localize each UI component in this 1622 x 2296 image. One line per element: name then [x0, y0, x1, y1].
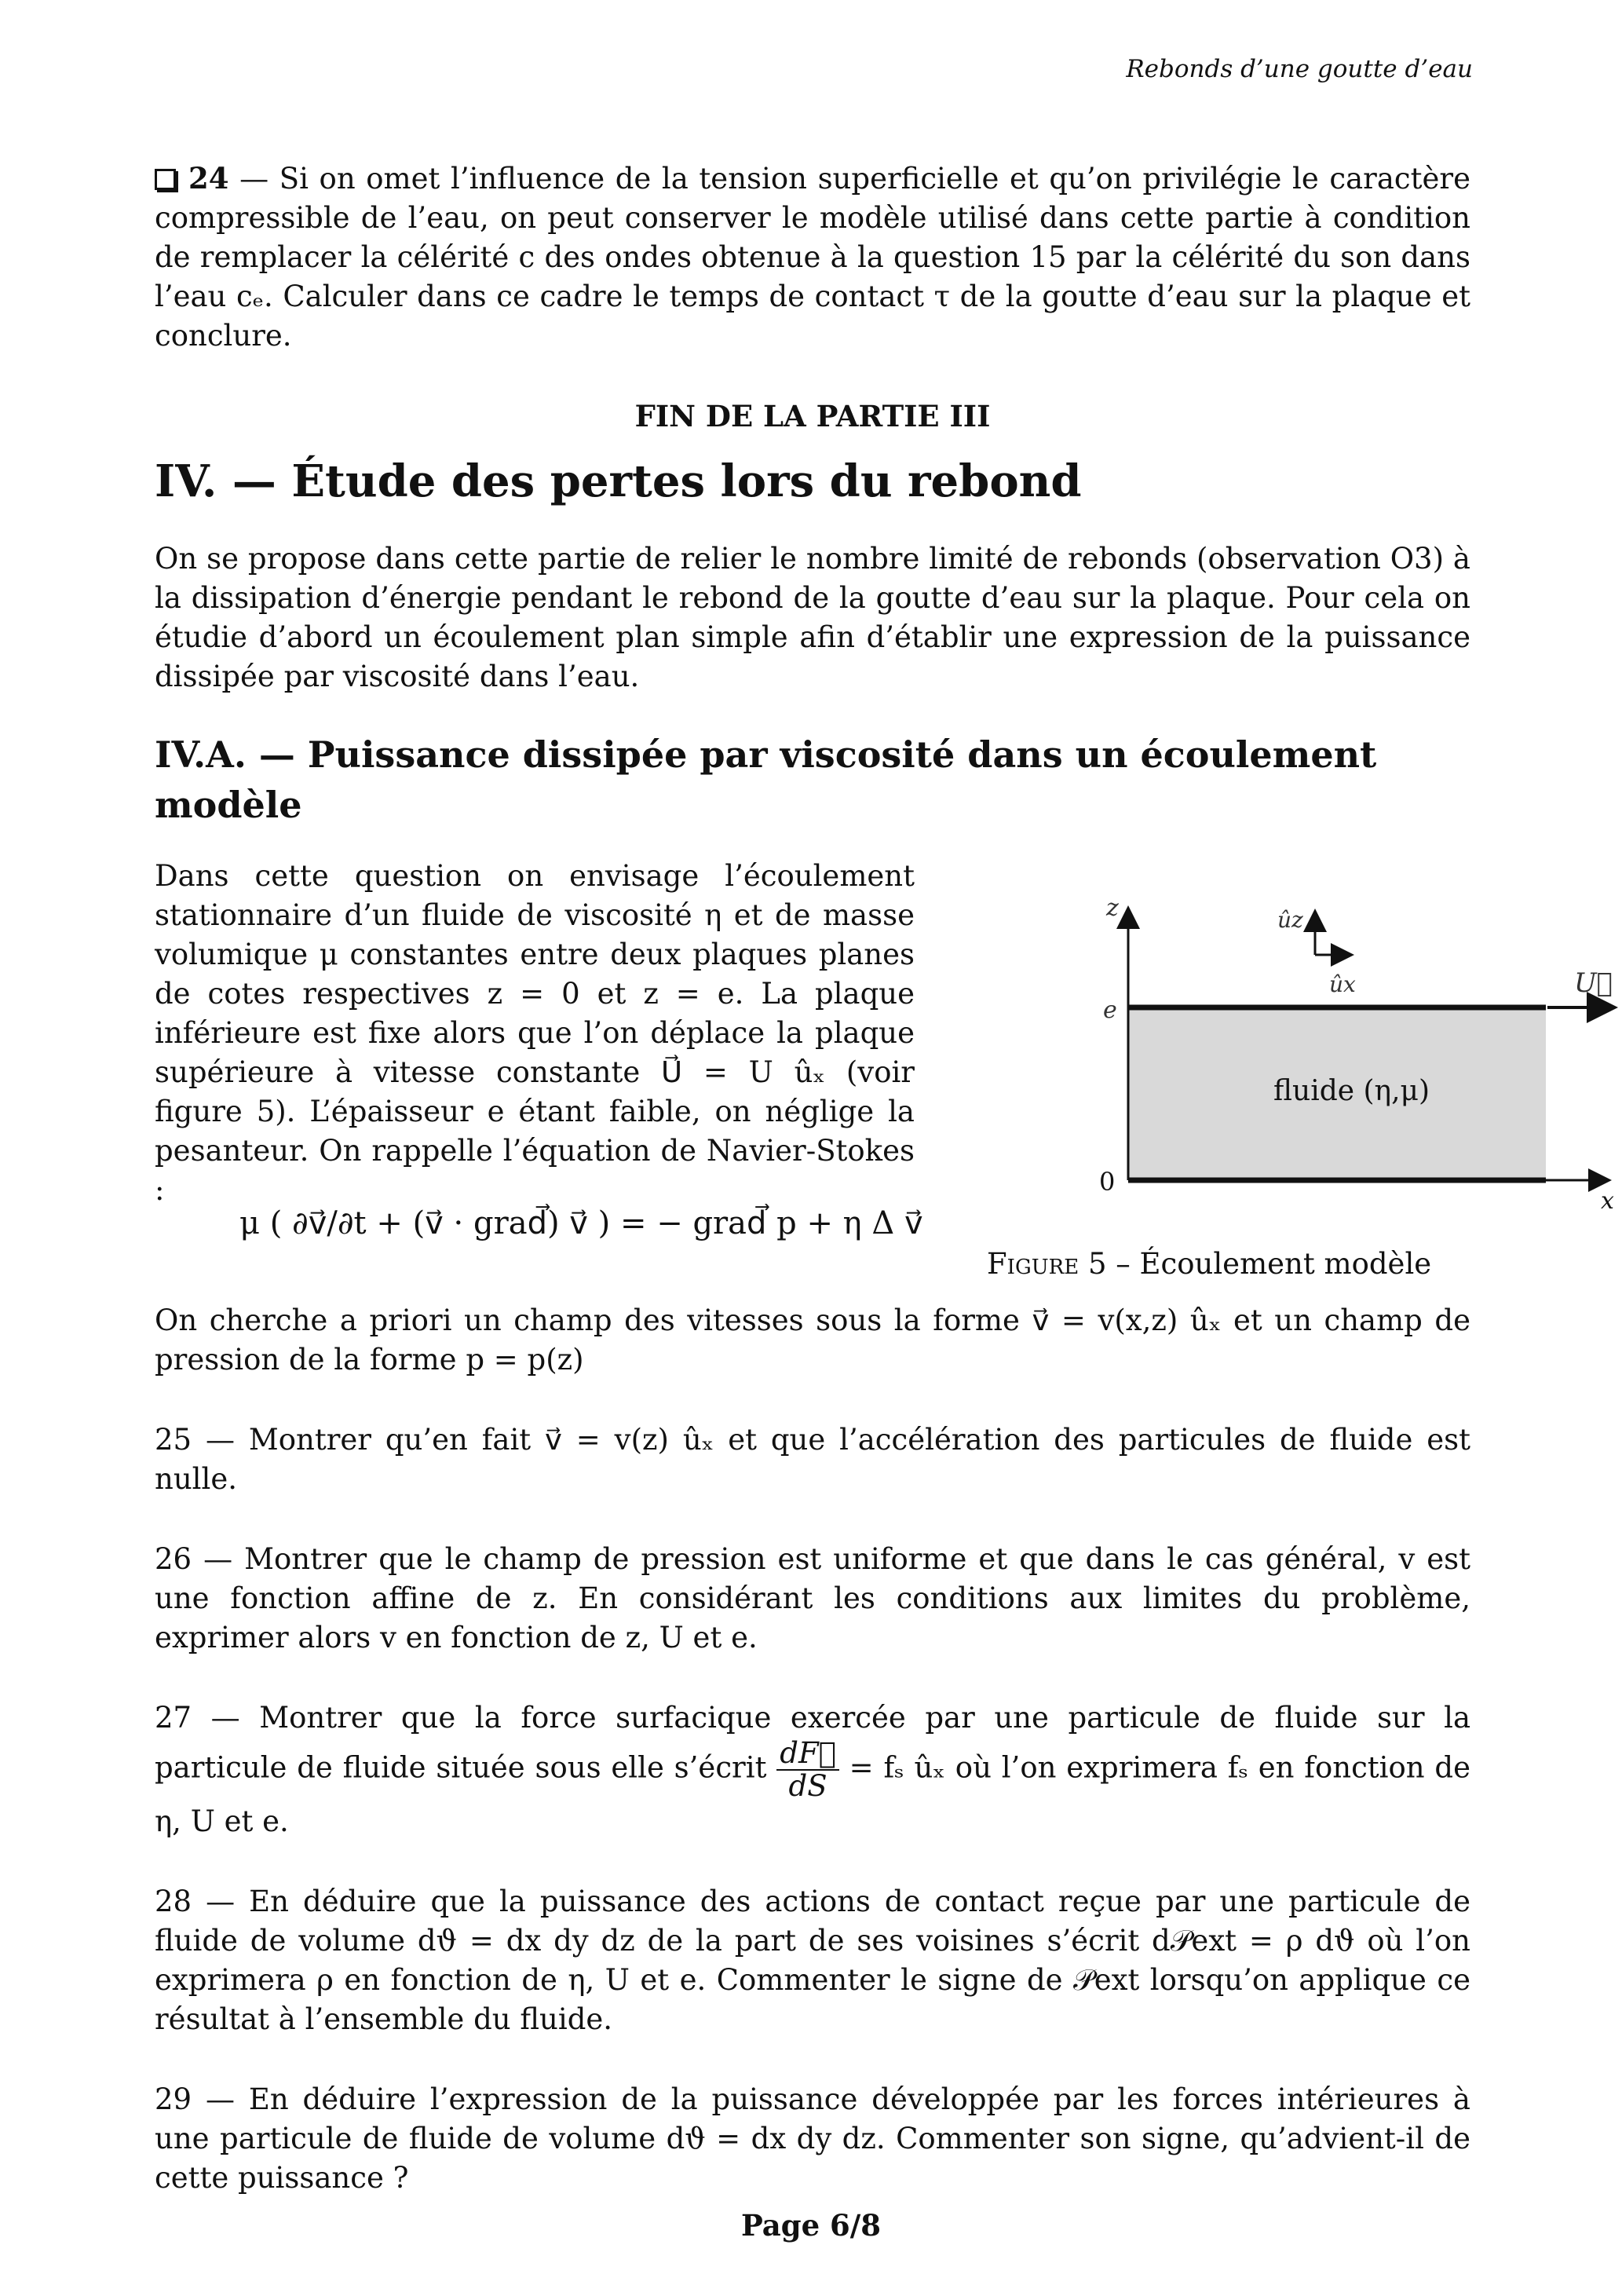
question-text: — En déduire l’expression de la puissance développée par les forces intérieures à une particule de fluide de volume dϑ = dx dy dz. Commenter son signe, qu’advient-il de cette puissance ?	[155, 2082, 1470, 2195]
part-end-label: FIN DE LA PARTIE III	[634, 399, 991, 433]
question-29	[155, 2080, 1470, 2198]
zero-label: 0	[1099, 1167, 1116, 1197]
uz-label: ûz	[1277, 907, 1303, 933]
question-number: 29	[155, 2082, 192, 2116]
page-number: Page 6/8	[740, 2208, 882, 2243]
fluid-label: fluide (η,μ)	[1273, 1075, 1430, 1107]
fraction-denominator: dS	[788, 1769, 827, 1803]
question-number: 28	[155, 1885, 192, 1918]
e-label: e	[1103, 996, 1117, 1024]
caption-prefix: Figure 5	[987, 1247, 1107, 1281]
fraction-numerator: dF⃗	[776, 1738, 839, 1771]
question-26	[155, 1540, 1470, 1658]
z-axis-label: z	[1106, 894, 1119, 922]
subsection-body: Dans cette question on envisage l’écoulement stationnaire d’un fluide de viscosité η et de masse volumique μ constantes entre deux plaques planes de cotes respectives z = 0 et z = e. La plaque inférieure est fixe alors que l’on déplace la plaque supérieure à vitesse constante U⃗ = U ûₓ (voir figure 5). L’épaisseur e étant faible, on néglige la pesanteur. On rappelle l’équation de Navier-Stokes :	[155, 859, 915, 1207]
section-title: IV. — Étude des pertes lors du rebond	[155, 455, 1082, 507]
question-number: 25	[155, 1423, 192, 1457]
velocity-field-statement: On cherche a priori un champ des vitesses sous la forme v⃗ = v(x,z) ûₓ et un champ de pression de la forme p = p(z)	[155, 1303, 1470, 1377]
running-header: Rebonds d’une goutte d’eau	[1126, 55, 1473, 83]
checkbox-icon	[155, 169, 176, 190]
question-text-a: — Montrer que la force surfacique exercée par une particule de fluide sur la particule de fluide située sous elle s’écrit	[155, 1701, 1470, 1785]
question-number: 27	[155, 1701, 192, 1735]
question-text: — Montrer que le champ de pression est uniforme et que dans le cas général, v est une fonction affine de z. En considérant les conditions aux limites du problème, exprimer alors v en fonction de z, U et e.	[155, 1542, 1470, 1654]
model-flow-block	[155, 857, 1614, 1296]
caption-text: – Écoulement modèle	[1106, 1247, 1432, 1281]
question-text-b: = fₛ ûₓ où l’on exprimera fₛ en fonction de η, U et e.	[155, 1750, 1471, 1838]
section-intro: On se propose dans cette partie de relier le nombre limité de rebonds (observation O3) à la dissipation d’énergie pendant le rebond de la goutte d’eau sur la plaque. Pour cela on étudie d’abord un écoulement plan simple afin d’établir une expression de la puissance dissipée par viscosité dans l’eau.	[155, 542, 1470, 693]
x-axis-label: x	[1601, 1187, 1614, 1215]
question-number: 24	[188, 161, 229, 196]
question-25	[155, 1420, 1470, 1499]
question-text: — Si on omet l’influence de la tension superficielle et qu’on privilégie le caractère compressible de l’eau, on peut conserver le modèle utilisé dans cette partie à condition de remplacer la célérité c des ondes obtenue à la question 15 par la célérité du son dans l’eau cₑ. Calculer dans ce cadre le temps de contact τ de la goutte d’eau sur la plaque et conclure.	[155, 162, 1470, 353]
question-24	[155, 159, 1470, 356]
question-28	[155, 1882, 1470, 2039]
question-text: — Montrer qu’en fait v⃗ = v(z) ûₓ et que l’accélération des particules de fluide est nulle.	[155, 1423, 1470, 1496]
question-27	[155, 1698, 1470, 1841]
figure-5-diagram	[932, 857, 1614, 1281]
force-fraction	[776, 1738, 839, 1802]
figure-caption	[987, 1245, 1431, 1284]
ux-label: ûx	[1329, 971, 1356, 997]
U-label: U⃗	[1574, 967, 1613, 999]
subsection-title: IV.A. — Puissance dissipée par viscosité dans un écoulement modèle	[155, 733, 1377, 826]
question-number: 26	[155, 1542, 192, 1576]
page-content	[155, 159, 1614, 2198]
navier-stokes-equation: μ ( ∂v⃗/∂t + (v⃗ · grad⃗) v⃗ ) = − grad⃗ p + η Δ v⃗	[239, 1205, 923, 1241]
question-text: — En déduire que la puissance des actions de contact reçue par une particule de fluide de volume dϑ = dx dy dz de la part de ses voisines s’écrit d𝒫ext = ρ dϑ où l’on exprimera ρ en fonction de η, U et e. Commenter le signe de 𝒫ext lorsqu’on applique ce résultat à l’ensemble du fluide.	[155, 1885, 1471, 2036]
